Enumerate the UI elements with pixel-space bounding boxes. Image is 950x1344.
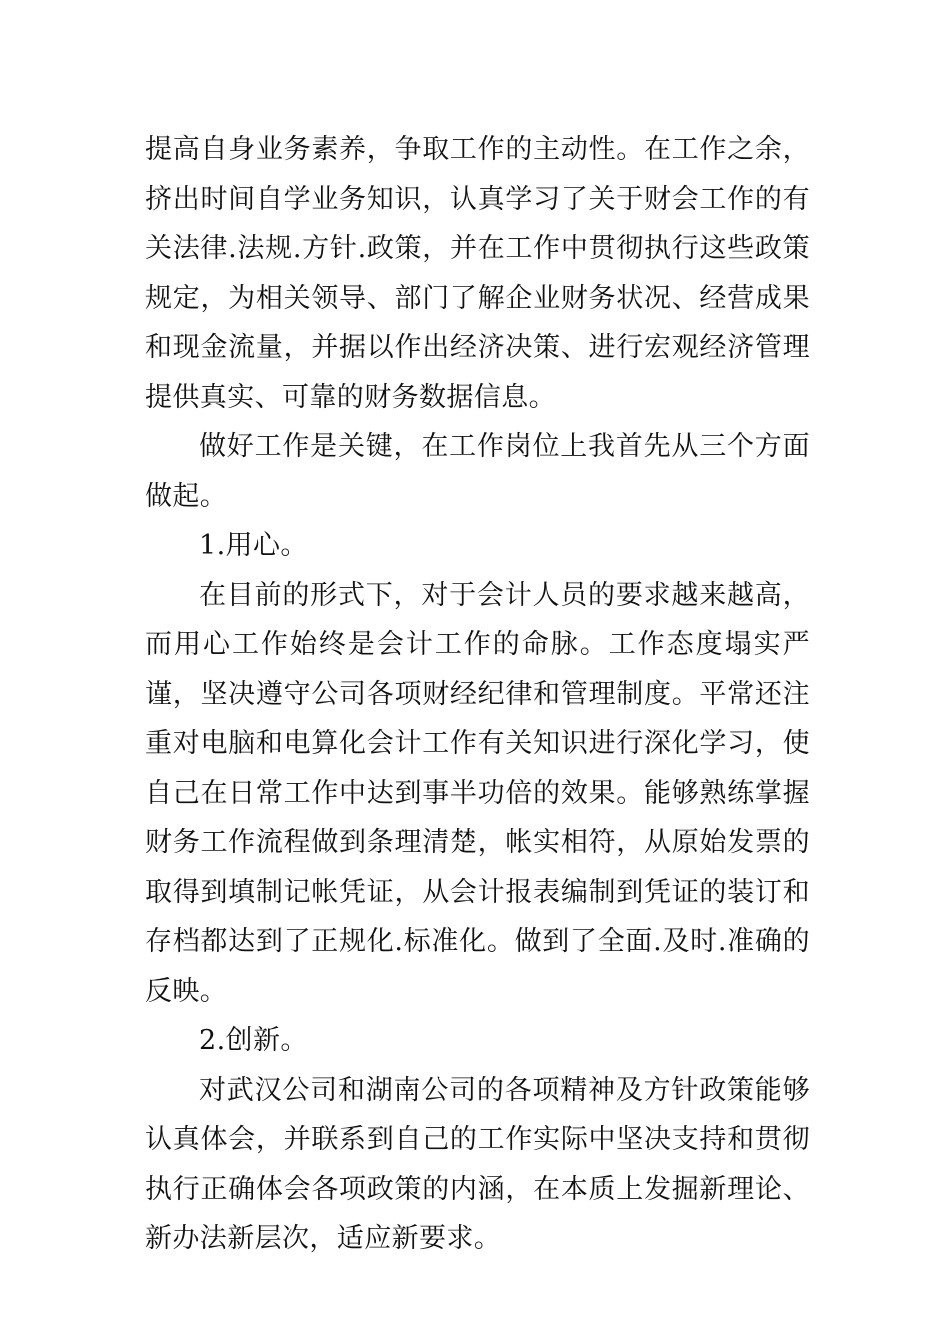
- paragraph-intro: 做好工作是关键，在工作岗位上我首先从三个方面做起。: [145, 431, 810, 512]
- section-heading-2: 2.创新。: [199, 1025, 308, 1056]
- paragraph-continuation: 提高自身业务素养，争取工作的主动性。在工作之余，挤出时间自学业务知识，认真学习了关于财会工作的有关法律.法规.方针.政策，并在工作中贯彻执行这些政策规定，为相关领导、部门了解企业财务状况、经营成果和现金流量，并据以作出经济决策、进行宏观经济管理提供真实、可靠的财务数据信息。: [145, 134, 810, 413]
- paragraph-section-2: 对武汉公司和湖南公司的各项精神及方针政策能够认真体会，并联系到自己的工作实际中坚决支持和贯彻执行正确体会各项政策的内涵，在本质上发掘新理论、新办法新层次，适应新要求。: [145, 1074, 810, 1254]
- section-heading-1: 1.用心。: [199, 530, 308, 561]
- document-body: [145, 125, 810, 1264]
- paragraph-section-1: 在目前的形式下，对于会计人员的要求越来越高，而用心工作始终是会计工作的命脉。工作态度塌实严谨，坚决遵守公司各项财经纪律和管理制度。平常还注重对电脑和电算化会计工作有关知识进行深化学习，使自己在日常工作中达到事半功倍的效果。能够熟练掌握财务工作流程做到条理清楚，帐实相符，从原始发票的取得到填制记帐凭证，从会计报表编制到凭证的装订和存档都达到了正规化.标准化。做到了全面.及时.准确的反映。: [145, 579, 810, 1007]
